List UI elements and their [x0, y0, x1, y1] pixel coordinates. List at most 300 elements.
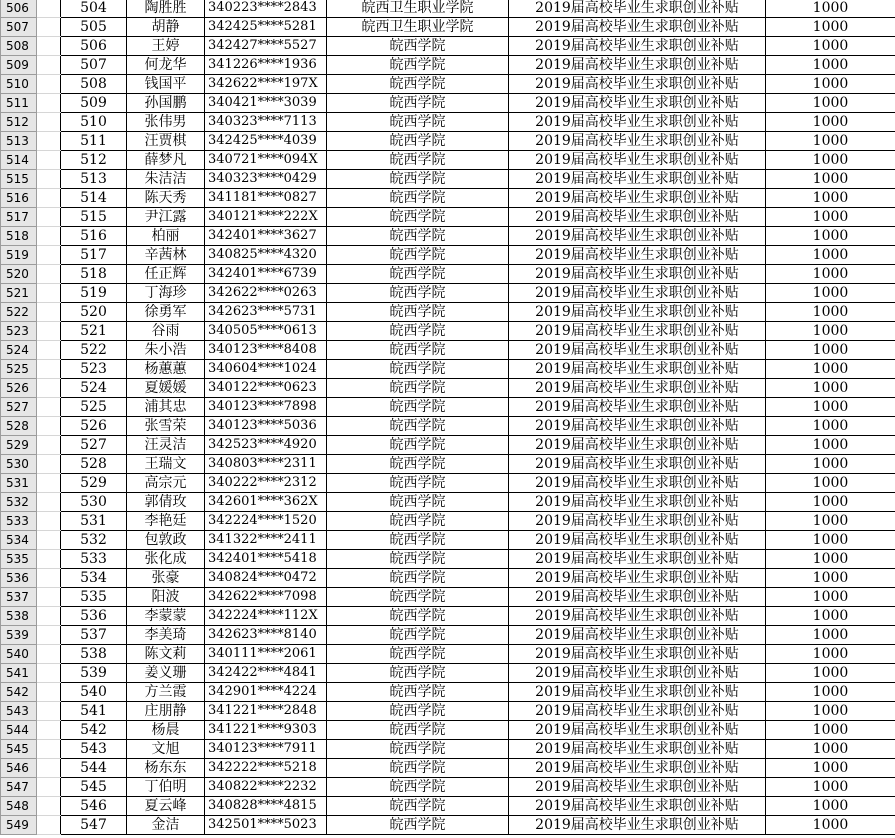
cell-serial[interactable]: 505 [61, 18, 127, 37]
cell-subsidy[interactable]: 2019届高校毕业生求职创业补贴 [509, 18, 766, 37]
cell-amount[interactable]: 1000 [766, 170, 895, 189]
cell-serial[interactable]: 512 [61, 151, 127, 170]
cell-id-number[interactable]: 340222****2312 [205, 474, 327, 493]
cell-id-number[interactable]: 342222****5218 [205, 759, 327, 778]
cell-school[interactable]: 皖西学院 [327, 436, 509, 455]
cell-school[interactable]: 皖西学院 [327, 493, 509, 512]
cell-subsidy[interactable]: 2019届高校毕业生求职创业补贴 [509, 759, 766, 778]
cell-serial[interactable]: 519 [61, 284, 127, 303]
cell-subsidy[interactable]: 2019届高校毕业生求职创业补贴 [509, 132, 766, 151]
cell-amount[interactable]: 1000 [766, 531, 895, 550]
empty-cell[interactable] [37, 816, 61, 835]
cell-serial[interactable]: 521 [61, 322, 127, 341]
cell-school[interactable]: 皖西学院 [327, 113, 509, 132]
cell-id-number[interactable]: 341181****0827 [205, 189, 327, 208]
empty-cell[interactable] [37, 607, 61, 626]
empty-cell[interactable] [37, 398, 61, 417]
cell-serial[interactable]: 540 [61, 683, 127, 702]
cell-serial[interactable]: 515 [61, 208, 127, 227]
cell-school[interactable]: 皖西学院 [327, 151, 509, 170]
cell-school[interactable]: 皖西学院 [327, 474, 509, 493]
cell-id-number[interactable]: 341226****1936 [205, 56, 327, 75]
cell-serial[interactable]: 525 [61, 398, 127, 417]
cell-id-number[interactable]: 340323****0429 [205, 170, 327, 189]
cell-school[interactable]: 皖西学院 [327, 455, 509, 474]
cell-school[interactable]: 皖西学院 [327, 550, 509, 569]
empty-cell[interactable] [37, 227, 61, 246]
cell-id-number[interactable]: 340123****7911 [205, 740, 327, 759]
cell-amount[interactable]: 1000 [766, 265, 895, 284]
cell-subsidy[interactable]: 2019届高校毕业生求职创业补贴 [509, 607, 766, 626]
cell-name[interactable]: 阳波 [127, 588, 205, 607]
cell-id-number[interactable]: 342224****1520 [205, 512, 327, 531]
row-header[interactable]: 543 [1, 702, 37, 721]
cell-id-number[interactable]: 340122****0623 [205, 379, 327, 398]
row-header[interactable]: 507 [1, 18, 37, 37]
cell-name[interactable]: 杨东东 [127, 759, 205, 778]
cell-serial[interactable]: 530 [61, 493, 127, 512]
cell-amount[interactable]: 1000 [766, 113, 895, 132]
empty-cell[interactable] [37, 246, 61, 265]
empty-cell[interactable] [37, 189, 61, 208]
cell-serial[interactable]: 531 [61, 512, 127, 531]
cell-school[interactable]: 皖西学院 [327, 531, 509, 550]
cell-subsidy[interactable]: 2019届高校毕业生求职创业补贴 [509, 455, 766, 474]
empty-cell[interactable] [37, 379, 61, 398]
cell-subsidy[interactable]: 2019届高校毕业生求职创业补贴 [509, 512, 766, 531]
cell-school[interactable]: 皖西学院 [327, 721, 509, 740]
row-header[interactable]: 535 [1, 550, 37, 569]
cell-subsidy[interactable]: 2019届高校毕业生求职创业补贴 [509, 626, 766, 645]
cell-subsidy[interactable]: 2019届高校毕业生求职创业补贴 [509, 683, 766, 702]
cell-amount[interactable]: 1000 [766, 189, 895, 208]
cell-subsidy[interactable]: 2019届高校毕业生求职创业补贴 [509, 75, 766, 94]
cell-amount[interactable]: 1000 [766, 284, 895, 303]
cell-amount[interactable]: 1000 [766, 436, 895, 455]
cell-serial[interactable]: 506 [61, 37, 127, 56]
cell-school[interactable]: 皖西学院 [327, 303, 509, 322]
cell-name[interactable]: 张化成 [127, 550, 205, 569]
cell-name[interactable]: 杨晨 [127, 721, 205, 740]
empty-cell[interactable] [37, 208, 61, 227]
row-header[interactable]: 509 [1, 56, 37, 75]
row-header[interactable]: 514 [1, 151, 37, 170]
empty-cell[interactable] [37, 18, 61, 37]
cell-name[interactable]: 钱国平 [127, 75, 205, 94]
empty-cell[interactable] [37, 493, 61, 512]
cell-serial[interactable]: 534 [61, 569, 127, 588]
cell-name[interactable]: 李艳廷 [127, 512, 205, 531]
cell-school[interactable]: 皖西学院 [327, 265, 509, 284]
cell-serial[interactable]: 541 [61, 702, 127, 721]
row-header[interactable]: 544 [1, 721, 37, 740]
cell-serial[interactable]: 542 [61, 721, 127, 740]
cell-id-number[interactable]: 342224****112X [205, 607, 327, 626]
cell-amount[interactable]: 1000 [766, 493, 895, 512]
cell-school[interactable]: 皖西卫生职业学院 [327, 0, 509, 18]
empty-cell[interactable] [37, 797, 61, 816]
cell-amount[interactable]: 1000 [766, 208, 895, 227]
cell-serial[interactable]: 514 [61, 189, 127, 208]
cell-school[interactable]: 皖西学院 [327, 189, 509, 208]
cell-amount[interactable]: 1000 [766, 151, 895, 170]
row-header[interactable]: 519 [1, 246, 37, 265]
empty-cell[interactable] [37, 531, 61, 550]
cell-school[interactable]: 皖西学院 [327, 740, 509, 759]
cell-name[interactable]: 胡静 [127, 18, 205, 37]
cell-serial[interactable]: 539 [61, 664, 127, 683]
cell-name[interactable]: 任正辉 [127, 265, 205, 284]
cell-name[interactable]: 李美琦 [127, 626, 205, 645]
cell-serial[interactable]: 518 [61, 265, 127, 284]
cell-school[interactable]: 皖西学院 [327, 645, 509, 664]
cell-school[interactable]: 皖西学院 [327, 512, 509, 531]
cell-serial[interactable]: 537 [61, 626, 127, 645]
cell-amount[interactable]: 1000 [766, 246, 895, 265]
cell-name[interactable]: 丁海珍 [127, 284, 205, 303]
cell-id-number[interactable]: 342601****362X [205, 493, 327, 512]
cell-serial[interactable]: 508 [61, 75, 127, 94]
cell-name[interactable]: 汪贾棋 [127, 132, 205, 151]
cell-amount[interactable]: 1000 [766, 607, 895, 626]
cell-amount[interactable]: 1000 [766, 683, 895, 702]
cell-serial[interactable]: 524 [61, 379, 127, 398]
cell-amount[interactable]: 1000 [766, 360, 895, 379]
cell-serial[interactable]: 522 [61, 341, 127, 360]
empty-cell[interactable] [37, 37, 61, 56]
cell-amount[interactable]: 1000 [766, 664, 895, 683]
cell-subsidy[interactable]: 2019届高校毕业生求职创业补贴 [509, 170, 766, 189]
cell-subsidy[interactable]: 2019届高校毕业生求职创业补贴 [509, 322, 766, 341]
cell-amount[interactable]: 1000 [766, 702, 895, 721]
cell-serial[interactable]: 523 [61, 360, 127, 379]
empty-cell[interactable] [37, 56, 61, 75]
cell-amount[interactable]: 1000 [766, 512, 895, 531]
empty-cell[interactable] [37, 265, 61, 284]
cell-subsidy[interactable]: 2019届高校毕业生求职创业补贴 [509, 493, 766, 512]
cell-id-number[interactable]: 341322****2411 [205, 531, 327, 550]
cell-name[interactable]: 方兰霞 [127, 683, 205, 702]
cell-subsidy[interactable]: 2019届高校毕业生求职创业补贴 [509, 227, 766, 246]
empty-cell[interactable] [37, 322, 61, 341]
cell-serial[interactable]: 536 [61, 607, 127, 626]
cell-id-number[interactable]: 342623****5731 [205, 303, 327, 322]
cell-amount[interactable]: 1000 [766, 379, 895, 398]
row-header[interactable]: 512 [1, 113, 37, 132]
cell-name[interactable]: 金洁 [127, 816, 205, 835]
cell-subsidy[interactable]: 2019届高校毕业生求职创业补贴 [509, 740, 766, 759]
cell-id-number[interactable]: 340505****0613 [205, 322, 327, 341]
cell-serial[interactable]: 510 [61, 113, 127, 132]
empty-cell[interactable] [37, 75, 61, 94]
row-header[interactable]: 527 [1, 398, 37, 417]
row-header[interactable]: 522 [1, 303, 37, 322]
cell-id-number[interactable]: 340604****1024 [205, 360, 327, 379]
cell-serial[interactable]: 535 [61, 588, 127, 607]
cell-subsidy[interactable]: 2019届高校毕业生求职创业补贴 [509, 284, 766, 303]
empty-cell[interactable] [37, 569, 61, 588]
cell-school[interactable]: 皖西学院 [327, 132, 509, 151]
cell-serial[interactable]: 546 [61, 797, 127, 816]
cell-name[interactable]: 汪灵洁 [127, 436, 205, 455]
cell-amount[interactable]: 1000 [766, 94, 895, 113]
cell-name[interactable]: 张伟男 [127, 113, 205, 132]
row-header[interactable]: 508 [1, 37, 37, 56]
cell-amount[interactable]: 1000 [766, 341, 895, 360]
cell-serial[interactable]: 511 [61, 132, 127, 151]
empty-cell[interactable] [37, 132, 61, 151]
cell-school[interactable]: 皖西学院 [327, 702, 509, 721]
cell-subsidy[interactable]: 2019届高校毕业生求职创业补贴 [509, 265, 766, 284]
cell-amount[interactable]: 1000 [766, 227, 895, 246]
empty-cell[interactable] [37, 683, 61, 702]
cell-id-number[interactable]: 342901****4224 [205, 683, 327, 702]
cell-id-number[interactable]: 342501****5023 [205, 816, 327, 835]
cell-amount[interactable]: 1000 [766, 322, 895, 341]
cell-id-number[interactable]: 340828****4815 [205, 797, 327, 816]
cell-subsidy[interactable]: 2019届高校毕业生求职创业补贴 [509, 113, 766, 132]
cell-id-number[interactable]: 340824****0472 [205, 569, 327, 588]
cell-serial[interactable]: 529 [61, 474, 127, 493]
cell-name[interactable]: 包敦政 [127, 531, 205, 550]
cell-id-number[interactable]: 340223****2843 [205, 0, 327, 18]
cell-name[interactable]: 尹江露 [127, 208, 205, 227]
row-header[interactable]: 541 [1, 664, 37, 683]
cell-id-number[interactable]: 340123****7898 [205, 398, 327, 417]
cell-school[interactable]: 皖西学院 [327, 170, 509, 189]
cell-id-number[interactable]: 340721****094X [205, 151, 327, 170]
cell-school[interactable]: 皖西学院 [327, 759, 509, 778]
cell-id-number[interactable]: 342401****5418 [205, 550, 327, 569]
cell-amount[interactable]: 1000 [766, 588, 895, 607]
cell-serial[interactable]: 538 [61, 645, 127, 664]
cell-subsidy[interactable]: 2019届高校毕业生求职创业补贴 [509, 208, 766, 227]
cell-amount[interactable]: 1000 [766, 0, 895, 18]
cell-school[interactable]: 皖西学院 [327, 379, 509, 398]
cell-name[interactable]: 王婷 [127, 37, 205, 56]
cell-subsidy[interactable]: 2019届高校毕业生求职创业补贴 [509, 778, 766, 797]
row-header[interactable]: 517 [1, 208, 37, 227]
cell-id-number[interactable]: 342425****5281 [205, 18, 327, 37]
cell-serial[interactable]: 527 [61, 436, 127, 455]
cell-amount[interactable]: 1000 [766, 550, 895, 569]
cell-subsidy[interactable]: 2019届高校毕业生求职创业补贴 [509, 417, 766, 436]
cell-school[interactable]: 皖西卫生职业学院 [327, 18, 509, 37]
cell-amount[interactable]: 1000 [766, 132, 895, 151]
cell-id-number[interactable]: 340121****222X [205, 208, 327, 227]
row-header[interactable]: 520 [1, 265, 37, 284]
row-header[interactable]: 529 [1, 436, 37, 455]
cell-id-number[interactable]: 342622****7098 [205, 588, 327, 607]
cell-name[interactable]: 薛梦凡 [127, 151, 205, 170]
cell-id-number[interactable]: 342422****4841 [205, 664, 327, 683]
row-header[interactable]: 534 [1, 531, 37, 550]
cell-amount[interactable]: 1000 [766, 816, 895, 835]
cell-amount[interactable]: 1000 [766, 740, 895, 759]
row-header[interactable]: 548 [1, 797, 37, 816]
empty-cell[interactable] [37, 588, 61, 607]
empty-cell[interactable] [37, 113, 61, 132]
cell-serial[interactable]: 528 [61, 455, 127, 474]
row-header[interactable]: 516 [1, 189, 37, 208]
empty-cell[interactable] [37, 0, 61, 18]
cell-school[interactable]: 皖西学院 [327, 56, 509, 75]
cell-school[interactable]: 皖西学院 [327, 227, 509, 246]
cell-school[interactable]: 皖西学院 [327, 37, 509, 56]
cell-school[interactable]: 皖西学院 [327, 246, 509, 265]
cell-subsidy[interactable]: 2019届高校毕业生求职创业补贴 [509, 151, 766, 170]
cell-id-number[interactable]: 340123****8408 [205, 341, 327, 360]
cell-name[interactable]: 何龙华 [127, 56, 205, 75]
cell-school[interactable]: 皖西学院 [327, 417, 509, 436]
cell-name[interactable]: 辛茜林 [127, 246, 205, 265]
row-header[interactable]: 540 [1, 645, 37, 664]
cell-serial[interactable]: 545 [61, 778, 127, 797]
empty-cell[interactable] [37, 550, 61, 569]
empty-cell[interactable] [37, 284, 61, 303]
empty-cell[interactable] [37, 721, 61, 740]
cell-subsidy[interactable]: 2019届高校毕业生求职创业补贴 [509, 569, 766, 588]
cell-serial[interactable]: 517 [61, 246, 127, 265]
cell-subsidy[interactable]: 2019届高校毕业生求职创业补贴 [509, 645, 766, 664]
cell-name[interactable]: 文旭 [127, 740, 205, 759]
cell-id-number[interactable]: 340421****3039 [205, 94, 327, 113]
cell-id-number[interactable]: 342623****8140 [205, 626, 327, 645]
cell-id-number[interactable]: 340825****4320 [205, 246, 327, 265]
cell-subsidy[interactable]: 2019届高校毕业生求职创业补贴 [509, 797, 766, 816]
cell-school[interactable]: 皖西学院 [327, 569, 509, 588]
empty-cell[interactable] [37, 759, 61, 778]
cell-serial[interactable]: 516 [61, 227, 127, 246]
row-header[interactable]: 515 [1, 170, 37, 189]
cell-name[interactable]: 张雪荣 [127, 417, 205, 436]
row-header[interactable]: 545 [1, 740, 37, 759]
cell-id-number[interactable]: 341221****2848 [205, 702, 327, 721]
cell-id-number[interactable]: 340822****2232 [205, 778, 327, 797]
row-header[interactable]: 510 [1, 75, 37, 94]
cell-name[interactable]: 庄朋静 [127, 702, 205, 721]
cell-amount[interactable]: 1000 [766, 37, 895, 56]
empty-cell[interactable] [37, 626, 61, 645]
empty-cell[interactable] [37, 702, 61, 721]
cell-id-number[interactable]: 342622****0263 [205, 284, 327, 303]
empty-cell[interactable] [37, 740, 61, 759]
cell-school[interactable]: 皖西学院 [327, 341, 509, 360]
row-header[interactable]: 506 [1, 0, 37, 18]
cell-name[interactable]: 谷雨 [127, 322, 205, 341]
cell-subsidy[interactable]: 2019届高校毕业生求职创业补贴 [509, 436, 766, 455]
cell-name[interactable]: 杨蕙蕙 [127, 360, 205, 379]
cell-name[interactable]: 陶胜胜 [127, 0, 205, 18]
cell-school[interactable]: 皖西学院 [327, 683, 509, 702]
cell-amount[interactable]: 1000 [766, 645, 895, 664]
empty-cell[interactable] [37, 151, 61, 170]
cell-subsidy[interactable]: 2019届高校毕业生求职创业补贴 [509, 189, 766, 208]
row-header[interactable]: 542 [1, 683, 37, 702]
empty-cell[interactable] [37, 645, 61, 664]
cell-subsidy[interactable]: 2019届高校毕业生求职创业补贴 [509, 531, 766, 550]
cell-name[interactable]: 孙国鹏 [127, 94, 205, 113]
cell-subsidy[interactable]: 2019届高校毕业生求职创业补贴 [509, 56, 766, 75]
row-header[interactable]: 513 [1, 132, 37, 151]
row-header[interactable]: 539 [1, 626, 37, 645]
cell-serial[interactable]: 532 [61, 531, 127, 550]
empty-cell[interactable] [37, 512, 61, 531]
cell-amount[interactable]: 1000 [766, 721, 895, 740]
cell-amount[interactable]: 1000 [766, 56, 895, 75]
cell-name[interactable]: 陈文莉 [127, 645, 205, 664]
cell-amount[interactable]: 1000 [766, 759, 895, 778]
cell-name[interactable]: 徐勇军 [127, 303, 205, 322]
cell-name[interactable]: 柏丽 [127, 227, 205, 246]
row-header[interactable]: 521 [1, 284, 37, 303]
cell-subsidy[interactable]: 2019届高校毕业生求职创业补贴 [509, 664, 766, 683]
cell-amount[interactable]: 1000 [766, 398, 895, 417]
cell-name[interactable]: 朱洁洁 [127, 170, 205, 189]
cell-name[interactable]: 陈天秀 [127, 189, 205, 208]
cell-subsidy[interactable]: 2019届高校毕业生求职创业补贴 [509, 588, 766, 607]
cell-subsidy[interactable]: 2019届高校毕业生求职创业补贴 [509, 246, 766, 265]
empty-cell[interactable] [37, 664, 61, 683]
empty-cell[interactable] [37, 94, 61, 113]
cell-serial[interactable]: 507 [61, 56, 127, 75]
cell-school[interactable]: 皖西学院 [327, 322, 509, 341]
cell-id-number[interactable]: 340123****5036 [205, 417, 327, 436]
cell-subsidy[interactable]: 2019届高校毕业生求职创业补贴 [509, 550, 766, 569]
row-header[interactable]: 549 [1, 816, 37, 835]
cell-subsidy[interactable]: 2019届高校毕业生求职创业补贴 [509, 341, 766, 360]
row-header[interactable]: 526 [1, 379, 37, 398]
cell-school[interactable]: 皖西学院 [327, 75, 509, 94]
cell-school[interactable]: 皖西学院 [327, 588, 509, 607]
row-header[interactable]: 533 [1, 512, 37, 531]
cell-school[interactable]: 皖西学院 [327, 398, 509, 417]
cell-serial[interactable]: 509 [61, 94, 127, 113]
row-header[interactable]: 523 [1, 322, 37, 341]
cell-subsidy[interactable]: 2019届高校毕业生求职创业补贴 [509, 94, 766, 113]
cell-school[interactable]: 皖西学院 [327, 360, 509, 379]
cell-school[interactable]: 皖西学院 [327, 778, 509, 797]
cell-id-number[interactable]: 340323****7113 [205, 113, 327, 132]
cell-id-number[interactable]: 340803****2311 [205, 455, 327, 474]
cell-id-number[interactable]: 341221****9303 [205, 721, 327, 740]
cell-school[interactable]: 皖西学院 [327, 626, 509, 645]
cell-amount[interactable]: 1000 [766, 626, 895, 645]
cell-id-number[interactable]: 342622****197X [205, 75, 327, 94]
cell-amount[interactable]: 1000 [766, 75, 895, 94]
cell-id-number[interactable]: 342401****6739 [205, 265, 327, 284]
cell-amount[interactable]: 1000 [766, 797, 895, 816]
cell-name[interactable]: 朱小浩 [127, 341, 205, 360]
cell-serial[interactable]: 526 [61, 417, 127, 436]
cell-subsidy[interactable]: 2019届高校毕业生求职创业补贴 [509, 360, 766, 379]
cell-id-number[interactable]: 342425****4039 [205, 132, 327, 151]
empty-cell[interactable] [37, 474, 61, 493]
cell-amount[interactable]: 1000 [766, 417, 895, 436]
row-header[interactable]: 546 [1, 759, 37, 778]
cell-id-number[interactable]: 342427****5527 [205, 37, 327, 56]
cell-subsidy[interactable]: 2019届高校毕业生求职创业补贴 [509, 0, 766, 18]
row-header[interactable]: 532 [1, 493, 37, 512]
empty-cell[interactable] [37, 417, 61, 436]
cell-subsidy[interactable]: 2019届高校毕业生求职创业补贴 [509, 303, 766, 322]
empty-cell[interactable] [37, 360, 61, 379]
cell-serial[interactable]: 547 [61, 816, 127, 835]
cell-subsidy[interactable]: 2019届高校毕业生求职创业补贴 [509, 816, 766, 835]
row-header[interactable]: 524 [1, 341, 37, 360]
cell-amount[interactable]: 1000 [766, 303, 895, 322]
cell-name[interactable]: 王瑞文 [127, 455, 205, 474]
